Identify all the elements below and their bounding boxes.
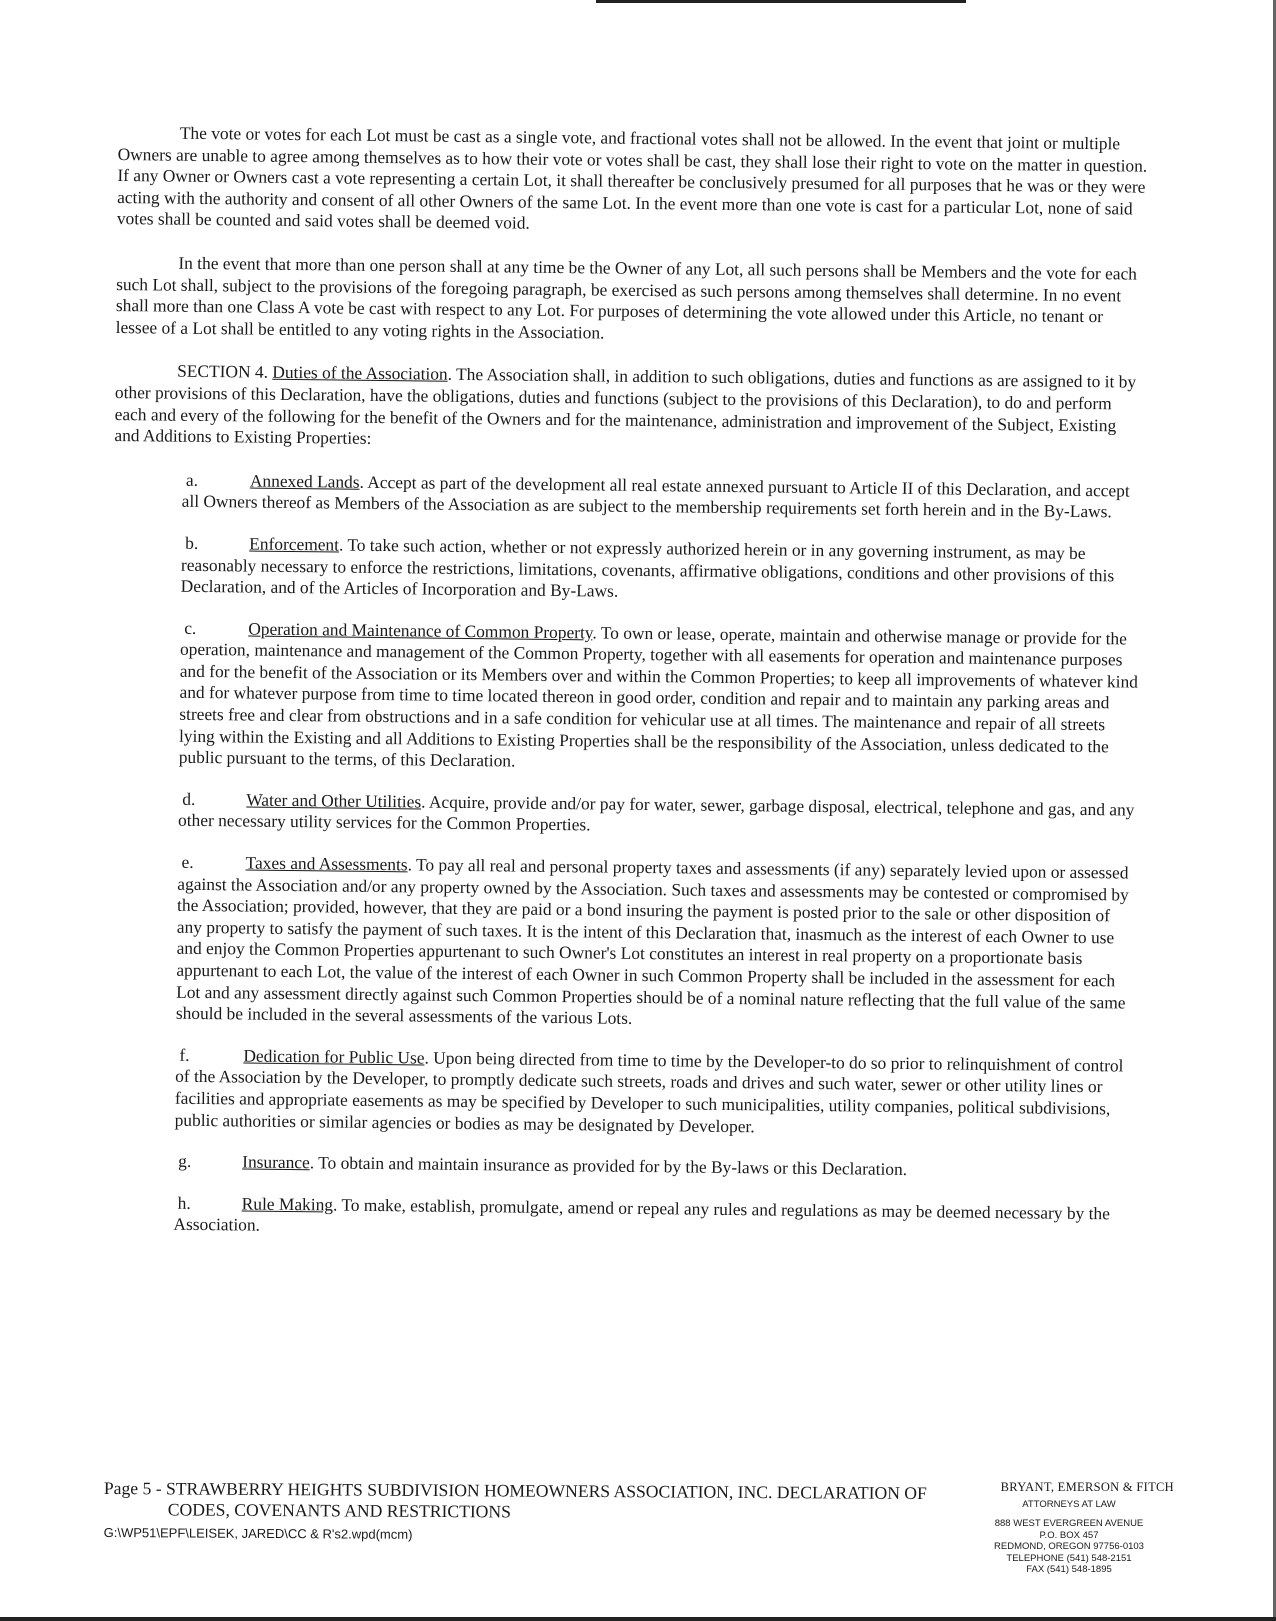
item-letter: d. <box>182 788 196 809</box>
item-title: Insurance <box>242 1151 310 1173</box>
duties-list <box>105 469 1144 1247</box>
firm-name: BRYANT, EMERSON & FITCH <box>1000 1480 1174 1494</box>
firm-subtitle: ATTORNEYS AT LAW <box>1022 1499 1116 1510</box>
item-title: Dedication for Public Use <box>243 1045 425 1068</box>
section-4-title: Duties of the Association <box>272 362 448 385</box>
item-letter: h. <box>177 1192 191 1213</box>
section-4-text: . The Association shall, in addition to such obligations, duties and functions as are assigned to it by other provisions of this Declaration, have the obligations, duties and functions (subject to the provisions of this Declaration), to do and perform each and every of the following for the benefit of the Owners and for the maintenance, administration and improvement of the Subject, Existing and Additions to Existing Properties: <box>114 364 1137 449</box>
item-text: . To obtain and maintain insurance as provided for by the By-laws or this Declaration. <box>309 1152 908 1180</box>
item-title: Annexed Lands <box>249 470 360 492</box>
item-text: . Accept as part of the development all real estate annexed pursuant to Article II of this Declaration, and accept all Owners thereof as Members of the Association as are subject to the membership requirements set forth herein and in the By-Laws. <box>181 471 1130 522</box>
list-item <box>108 851 1140 1035</box>
footer-file-path: G:\WP51\EPF\LEISEK, JARED\CC & R's2.wpd(mcm) <box>103 1524 413 1542</box>
firm-address-line: FAX (541) 548-1895 <box>1026 1564 1112 1575</box>
item-title: Rule Making <box>241 1193 334 1215</box>
bottom-scan-edge <box>0 1617 1276 1621</box>
list-item <box>106 1150 1136 1183</box>
list-item <box>111 617 1143 780</box>
item-letter: c. <box>184 617 197 638</box>
item-text: . To pay all real and personal property taxes and assessments (if any) separately levied upon or assessed against the Association and/or any property owned by the Association. Such taxes and assessments may be contested or compromised by the Association; provided, however, that they are paid or a bond insuring the payment is posted prior to the sale or other disposition of any property to satisfy the payment of such taxes. It is the intent of this Declaration that, inasmuch as the interest of each Owner to use and enjoy the Common Properties appurtenant to such Owner's Lot constitutes an interest in real property on a proportionate basis appurtenant to each Lot, the value of the interest of each Owner in such Common Property shall be included in the assessment for each Lot and any assessment directly against such Common Properties should be of a nominal nature reflecting that the full value of the same should be included in the several assessments of the various Lots. <box>175 854 1129 1029</box>
list-item <box>113 532 1144 608</box>
list-item <box>114 469 1144 524</box>
firm-address <box>964 1518 1174 1576</box>
item-letter: e. <box>181 851 194 872</box>
item-title: Operation and Maintenance of Common Property <box>248 618 593 643</box>
firm-address-line: 888 WEST EVERGREEN AVENUE <box>994 1518 1144 1529</box>
firm-address-line: TELEPHONE (541) 548-2151 <box>1006 1552 1132 1564</box>
item-title: Water and Other Utilities <box>246 789 422 812</box>
firm-address-line: P.O. BOX 457 <box>1039 1529 1099 1541</box>
section-4-paragraph <box>114 360 1145 458</box>
list-item <box>107 1044 1138 1142</box>
item-text: . To own or lease, operate, maintain and otherwise manage or provide for the operation, maintenance and management of the Common Property, together with all easements for operation and maintenance purposes and for the benefit of the Association or its Members over and within the Common Properties; to keep all improvements of whatever kind and for whatever purpose from time to time located thereon in good order, condition and repair and to maintain any parking areas and streets free and clear from obstructions and in a safe condition for vehicular use at all times. The maintenance and repair of all streets lying within the Existing and all Additions to Existing Properties shall be the responsibility of the Association, unless dedicated to the public pursuant to the terms, of this Declaration. <box>178 622 1139 771</box>
item-letter: a. <box>185 469 199 490</box>
item-title: Taxes and Assessments <box>245 852 408 875</box>
item-letter: f. <box>179 1044 190 1065</box>
item-text: . Acquire, provide and/or pay for water, sewer, garbage disposal, electrical, telephone and gas, and any other necessary utility services for the Common Properties. <box>177 791 1135 835</box>
list-item <box>110 788 1140 843</box>
law-firm-block <box>964 1480 1174 1576</box>
body-text <box>105 122 1148 1267</box>
firm-address-line: REDMOND, OREGON 97756-0103 <box>994 1541 1144 1552</box>
item-text: . To take such action, whether or not expressly authorized herein or in any governing instrument, as may be reasonably necessary to enforce the restrictions, limitations, covenants, affirmative obligations, conditions and other provisions of this Declaration, and of the Articles of Incorporation and By-Laws. <box>180 534 1115 601</box>
footer-title-line-1: Page 5 - STRAWBERRY HEIGHTS SUBDIVISION HOMEOWNERS ASSOCIATION, INC. DECLARATION OF <box>103 1478 927 1504</box>
footer-title-line-2: CODES, COVENANTS AND RESTRICTIONS <box>167 1499 511 1522</box>
item-text: . Upon being directed from time to time by the Developer-to do so prior to relinquishment of control of the Association by the Developer, to promptly dedicate such streets, roads and drives and such water, sewer or other utility lines or facilities and appropriate easements as may be specified by Developer to such municipalities, utility companies, political subdivisions, public authorities or similar agencies or bodies as may be designated by Developer. <box>174 1047 1124 1136</box>
paragraph-multiple-owners: In the event that more than one person shall at any time be the Owner of any Lot, all such persons shall be Members and the vote for each such Lot shall, subject to the provisions of the foregoing paragraph, be exercised as such persons among themselves shall determine. In no event shall more than one Class A vote be cast with respect to any Lot. For purposes of determining the vote allowed under this Article, no tenant or lessee of a Lot shall be entitled to any voting rights in the Association. <box>115 252 1138 343</box>
top-scan-rule <box>596 0 966 3</box>
list-item <box>105 1192 1135 1247</box>
section-4-prefix: SECTION 4. <box>177 361 269 383</box>
paragraph-voting: The vote or votes for each Lot must be cast as a single vote, and fractional votes shall not be allowed. In the event that joint or multiple Owners are unable to agree among themselves as to how their vote or votes shall be cast, they shall lose their right to vote on the matter in question. If any Owner or Owners cast a vote representing a certain Lot, it shall thereafter be conclusively presumed for all purposes that he was or they were acting with the authority and consent of all other Owners of the same Lot. In the event more than one vote is cast for a particular Lot, none of said votes shall be counted and said votes shall be deemed void. <box>116 122 1148 234</box>
item-letter: b. <box>185 532 199 553</box>
item-text: . To make, establish, promulgate, amend or repeal any rules and regulations as may be deemed necessary by the Association. <box>173 1194 1111 1236</box>
item-letter: g. <box>178 1150 192 1172</box>
item-title: Enforcement <box>249 533 340 555</box>
